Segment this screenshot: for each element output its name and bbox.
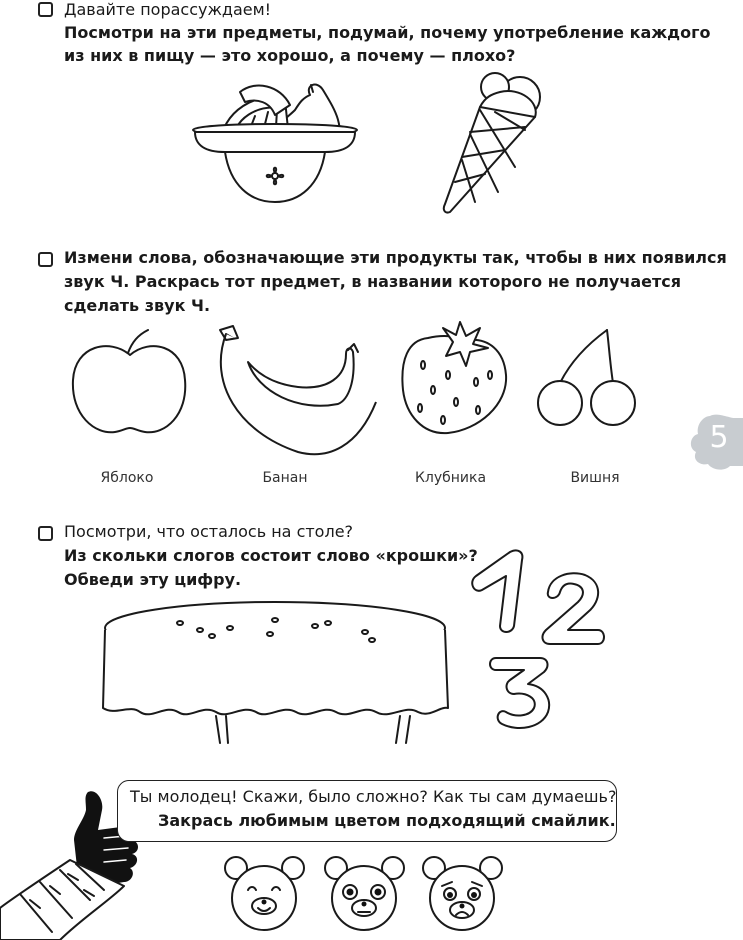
task1-line2: из них в пищу — это хорошо, а почему — плохо? [64, 46, 516, 65]
task3-line2: Обведи эту цифру. [64, 570, 242, 589]
caption-cherry: Вишня [570, 470, 620, 486]
task2-line1: Измени слова, обозначающие эти продукты так, чтобы в них появился [64, 248, 727, 267]
digit-1-outline[interactable] [470, 548, 530, 633]
task1-prompt: Давайте порассуждаем! [64, 0, 272, 19]
digit-2-outline[interactable] [540, 570, 608, 648]
cherry-illustration[interactable] [535, 328, 645, 428]
smiley-neutral[interactable] [322, 852, 407, 934]
apple-illustration[interactable] [70, 320, 190, 440]
caption-banana: Банан [262, 470, 308, 486]
digit-3-outline[interactable] [490, 652, 552, 730]
task1-line1: Посмотри на эти предметы, подумай, почему употребление каждого [64, 23, 711, 42]
task3-prompt: Посмотри, что осталось на столе? [64, 522, 354, 541]
task1-checkbox[interactable] [38, 2, 53, 17]
caption-apple: Яблоко [100, 470, 154, 486]
task2-line2: звук Ч. Раскрась тот предмет, в названии которого не получается [64, 272, 682, 291]
feedback-line2: Закрась любимым цветом подходящий смайлик. [158, 811, 616, 830]
task3-checkbox[interactable] [38, 526, 53, 541]
page-number: 5 [709, 420, 729, 455]
table-with-crumbs-illustration [100, 598, 450, 748]
smiley-happy[interactable] [222, 852, 307, 934]
fruit-bowl-illustration [185, 80, 365, 210]
strawberry-illustration[interactable] [398, 320, 513, 440]
task2-checkbox[interactable] [38, 252, 53, 267]
feedback-speech-bubble [117, 780, 617, 842]
task3-line1: Из скольки слогов состоит слово «крошки»? [64, 546, 478, 565]
ice-cream-illustration [440, 72, 550, 217]
feedback-line1: Ты молодец! Скажи, было сложно? Как ты сам думаешь? [130, 787, 617, 806]
caption-strawberry: Клубника [414, 470, 487, 486]
banana-illustration[interactable] [208, 322, 380, 462]
task2-line3: сделать звук Ч. [64, 296, 211, 315]
smiley-sad[interactable] [420, 852, 505, 934]
